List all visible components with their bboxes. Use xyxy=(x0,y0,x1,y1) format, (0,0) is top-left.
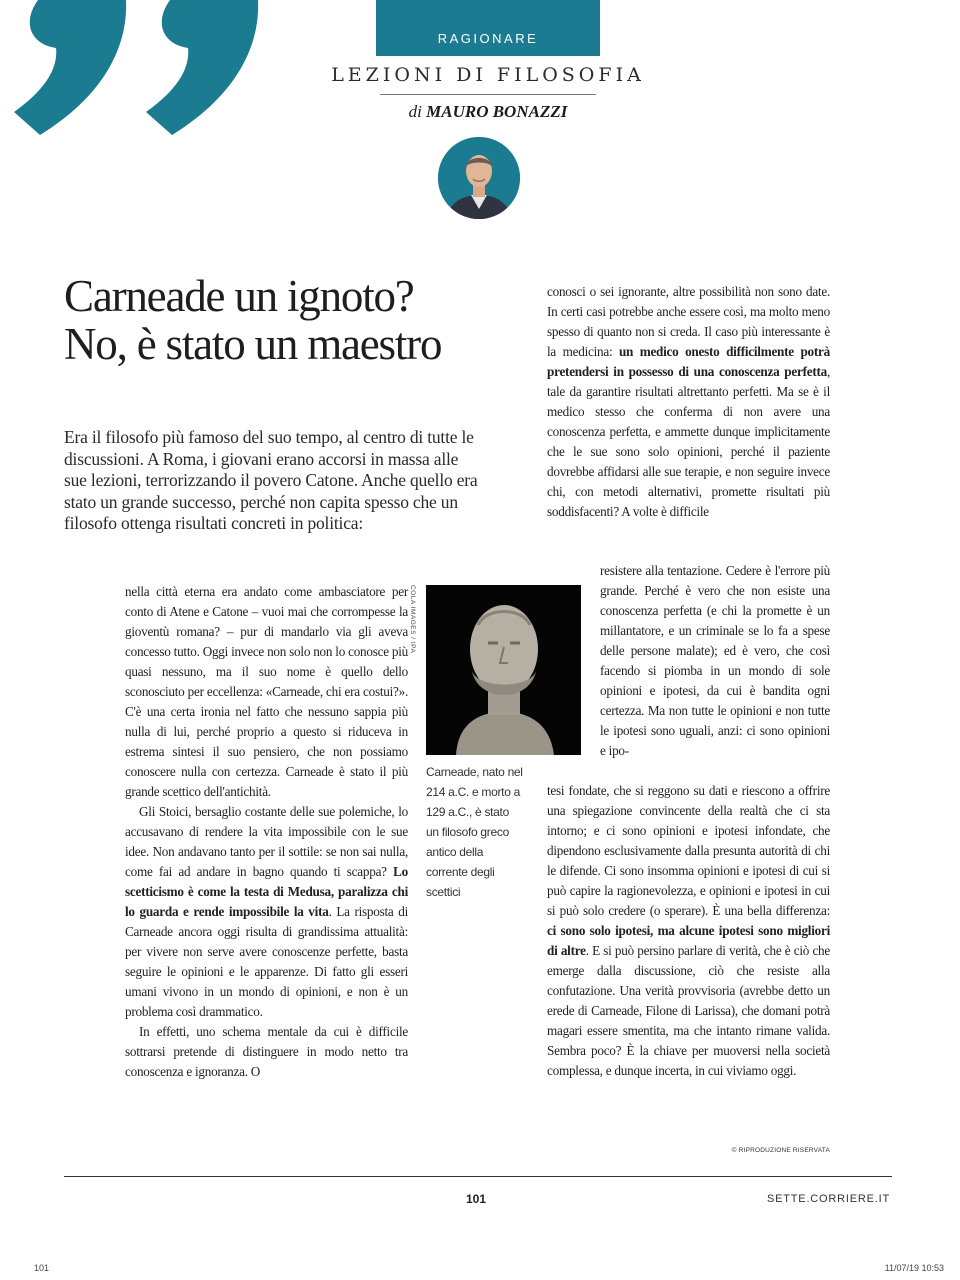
headline-line-2: No, è stato un maestro xyxy=(64,319,442,369)
section-tag: RAGIONARE xyxy=(376,0,600,56)
body-text: , tale da garantire risultati altrettanto perfetti. Ma se è il medico stesso che conferma di non avere una conoscenza perfetta, e ammette dunque implicitamente che le sue sono solo opinioni, perché il paziente dovrebbe affidarsi alle sue terapie, e non seguire invece chi, con metodi alternativi, promette risultati più soddisfacenti? A volte è difficile xyxy=(547,364,830,519)
quote-marks-icon xyxy=(0,0,300,140)
byline-author: MAURO BONAZZI xyxy=(426,102,568,121)
body-text: conosci o sei ignorante, altre possibilità non sono date. In certi casi potrebbe anche essere così, ma molto meno spesso di quanto non si creda. Il caso più interessante è la medicina: xyxy=(547,284,830,359)
body-highlight: un medico onesto difficilmente potrà pretendersi in possesso di una conoscenza perfetta xyxy=(547,344,830,379)
print-slug-timestamp: 11/07/19 10:53 xyxy=(884,1263,944,1273)
carneade-bust-image xyxy=(426,585,581,755)
body-highlight: Lo scetticismo è come la testa di Medusa, paralizza chi lo guarda e rende impossibile la vita xyxy=(125,864,409,919)
body-highlight: ci sono solo ipotesi, ma alcune ipotesi sono migliori di altre xyxy=(547,923,830,958)
body-column-right xyxy=(547,282,830,522)
figure-caption: Carneade, nato nel 214 a.C. e morto a 129 a.C., è stato un filosofo greco antico della corrente degli scettici xyxy=(426,765,523,899)
body-paragraph xyxy=(547,282,830,522)
series-title: LEZIONI DI FILOSOFIA xyxy=(331,64,645,86)
body-text: . E si può persino parlare di verità, che è ciò che emerge dalla discussione, ciò che resiste alla confutazione. Una verità provvisoria (avrebbe detto un erede di Carneade, Filone di Larissa), che domani potrà magari essere smentita, ma che intanto rimane valida. Sembra poco? È la chiave per muoversi nella società complessa, e dunque incerta, in cui viviamo oggi. xyxy=(547,943,830,1078)
print-slug-page: 101 xyxy=(34,1263,50,1273)
body-text: tesi fondate, che si reggono su dati e riescono a offrire una spiegazione convincente della realtà che ci sta intorno; e ci sono opinioni e ipotesi infondate, che dipendono esclusivamente dalla presunta autorità di chi le difende. Ci sono insomma opinioni e ipotesi di cui si può capire la ragionevolezza, e opinioni e ipotesi in cui si può solo credere (o sperare). È una bella differenza: xyxy=(547,783,830,918)
body-column-right-wrap xyxy=(600,561,830,761)
photo-credit: COLA IMAGES / IPA xyxy=(409,585,416,654)
body-column-right-bottom xyxy=(547,781,830,1081)
copyright-notice: © RIPRODUZIONE RISERVATA xyxy=(731,1147,830,1154)
headline-line-1: Carneade un ignoto? xyxy=(64,271,414,321)
page-number: 101 xyxy=(465,1192,487,1206)
site-url: SETTE.CORRIERE.IT xyxy=(767,1193,890,1205)
body-text: . La risposta di Carneade ancora oggi risulta di grandissima attualità: per vivere non serve avere conoscenze perfette, basta seguire le opinioni e le apparenze. Di fatto gli esseri umani vivono in un mondo di opinioni, e non è un problema così drammatico. xyxy=(125,904,408,1019)
author-avatar xyxy=(438,137,520,219)
body-paragraph: In effetti, uno schema mentale da cui è difficile sottrarsi pretende di distinguere in modo netto tra conoscenza e ignoranza. O xyxy=(125,1024,408,1079)
lead-paragraph: Era il filosofo più famoso del suo tempo, al centro di tutte le discussioni. A Roma, i giovani erano accorsi in massa alle sue lezioni, terrorizzando il povero Catone. Anche quello era stato un grande successo, perché non capita spesso che un filosofo ottenga risultati concreti in politica: xyxy=(64,427,478,533)
body-column-left xyxy=(125,582,408,1082)
byline-prefix: di xyxy=(408,102,422,121)
body-paragraph xyxy=(547,781,830,1081)
byline xyxy=(300,102,676,122)
body-paragraph: nella città eterna era andato come ambasciatore per conto di Atene e Catone – vuoi mai che corrompesse la gioventù romana? – pur di mandarlo via gli aveva concesso tutto. Oggi invece non solo non lo conosce più quasi nessuno, ma il suo nome è quello dello sconosciuto per eccellenza: «Carneade, chi era costui?». C'è una certa ironia nel fatto che nessuno sappia più nulla di lui, perché proprio a questo si riduceva in estrema sintesi il suo pensiero, che non possiamo conoscere nulla con certezza. Carneade è stato il più grande scettico dell'antichità. xyxy=(125,584,408,799)
footer-divider xyxy=(64,1176,892,1177)
headline xyxy=(64,272,514,368)
body-text: Gli Stoici, bersaglio costante delle sue polemiche, lo accusavano di rendere la vita impossibile con le sue idee. Non andavano tanto per il sottile: se non sai nulla, come fai ad andare in bagno quando ti scappa? xyxy=(125,804,408,879)
body-paragraph xyxy=(125,802,408,1022)
body-paragraph: resistere alla tentazione. Cedere è l'errore più grande. Perché è vero che non esiste una conoscenza perfetta (e chi la promette è un millantatore, e un criminale se lo fa a spese delle persone malate); ed è vero, che così facendo si piomba in un mondo di sole opinioni e ipotesi, da cui è bandita ogni certezza. Ma non tutte le opinioni e non tutte le ipotesi sono uguali, anzi: ci sono opinioni e ipo- xyxy=(600,563,830,758)
series-divider xyxy=(380,94,596,95)
